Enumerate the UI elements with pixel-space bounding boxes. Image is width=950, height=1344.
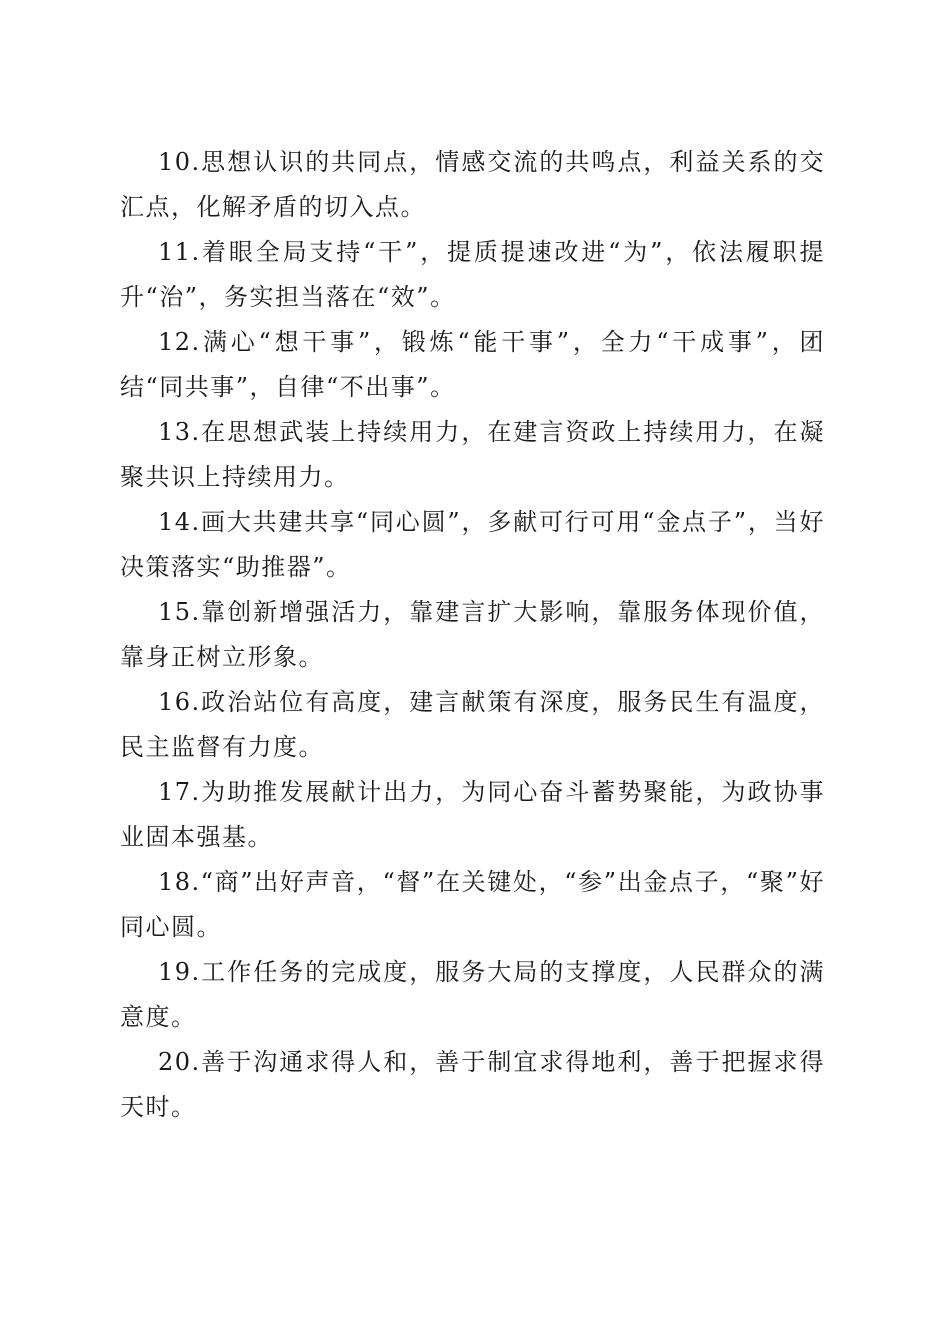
paragraph-item-18: 18.“商”出好声音，“督”在关键处，“参”出金点子，“聚”好同心圆。 xyxy=(120,868,825,941)
paragraph-item-19: 19.工作任务的完成度，服务大局的支撑度，人民群众的满意度。 xyxy=(120,958,825,1031)
paragraph-item-15: 15.靠创新增强活力，靠建言扩大影响，靠服务体现价值，靠身正树立形象。 xyxy=(120,598,825,671)
document-body xyxy=(120,140,825,1130)
paragraph-item-12: 12.满心“想干事”，锻炼“能干事”，全力“干成事”，团结“同共事”，自律“不出事”。 xyxy=(120,328,825,401)
paragraph-item-11: 11.着眼全局支持“干”，提质提速改进“为”，依法履职提升“治”，务实担当落在“效”。 xyxy=(120,238,825,311)
paragraph-item-14: 14.画大共建共享“同心圆”，多献可行可用“金点子”，当好决策落实“助推器”。 xyxy=(120,508,825,581)
paragraph-item-17: 17.为助推发展献计出力，为同心奋斗蓄势聚能，为政协事业固本强基。 xyxy=(120,778,825,851)
paragraph-item-16: 16.政治站位有高度，建言献策有深度，服务民生有温度，民主监督有力度。 xyxy=(120,688,825,761)
paragraph-item-13: 13.在思想武装上持续用力，在建言资政上持续用力，在凝聚共识上持续用力。 xyxy=(120,418,825,491)
paragraph-item-10: 10.思想认识的共同点，情感交流的共鸣点，利益关系的交汇点，化解矛盾的切入点。 xyxy=(120,148,825,221)
paragraph-item-20: 20.善于沟通求得人和，善于制宜求得地利，善于把握求得天时。 xyxy=(120,1048,825,1121)
